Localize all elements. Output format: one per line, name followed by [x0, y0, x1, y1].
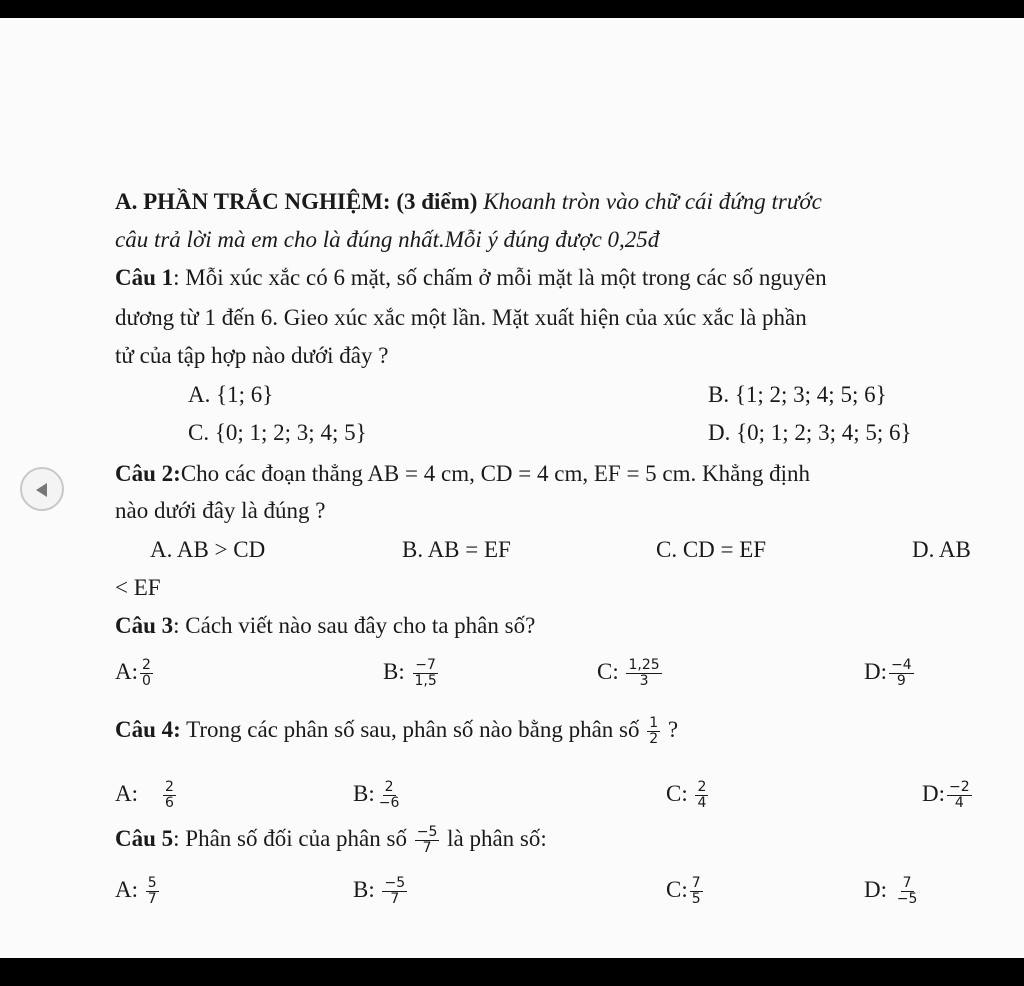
- q4-label: Câu 4:: [115, 717, 181, 742]
- q2-option-d-wrap: < EF: [115, 575, 161, 600]
- q3-option-b[interactable]: [383, 658, 441, 689]
- q5-option-d[interactable]: [864, 876, 921, 907]
- fraction: $\frac{2}{6}$: [165, 779, 174, 812]
- chevron-left-icon: [36, 483, 47, 497]
- q1-option-c[interactable]: C. {0; 1; 2; 3; 4; 5}: [188, 420, 367, 445]
- q4-option-b[interactable]: [353, 780, 403, 811]
- q2-line-2: nào dưới đây là đúng ?: [115, 498, 326, 523]
- q4-text: Trong các phân số sau, phân số nào bằng phân số: [186, 717, 640, 742]
- option-letter: B:: [353, 781, 375, 806]
- q5-tail: là phân số:: [447, 826, 547, 851]
- option-letter: C:: [666, 781, 688, 806]
- q3-label: Câu 3: [115, 613, 174, 638]
- q4-tail: ?: [667, 717, 679, 742]
- q3-option-a[interactable]: [115, 658, 155, 689]
- q3-text: : Cách viết nào sau đây cho ta phân số?: [173, 613, 536, 638]
- q2-option-c[interactable]: C. CD = EF: [656, 537, 767, 562]
- q5-option-c[interactable]: [666, 876, 705, 907]
- option-letter: D:: [864, 877, 887, 902]
- q3-option-d[interactable]: [864, 658, 916, 689]
- q2-text-1: Cho các đoạn thẳng AB = 4 cm, CD = 4 cm, EF = 5 cm. Khẳng định: [180, 461, 810, 486]
- q1-line-2: dương từ 1 đến 6. Gieo xúc xắc một lần. Mặt xuất hiện của xúc xắc là phần: [115, 305, 807, 330]
- q1-label: Câu 1: [115, 265, 174, 290]
- q4-fraction: $\frac{1}{2}$: [649, 715, 659, 748]
- q1-text-1: : Mỗi xúc xắc có 6 mặt, số chấm ở mỗi mặt là một trong các số nguyên: [173, 265, 827, 290]
- fraction: $\frac{-4}{9}$: [891, 657, 912, 690]
- option-letter: C:: [597, 659, 619, 684]
- q5-fraction: $\frac{-5}{7}$: [416, 824, 438, 857]
- previous-page-button[interactable]: [20, 467, 64, 511]
- option-letter: B:: [353, 877, 375, 902]
- fraction: $\frac{7}{5}$: [691, 875, 701, 908]
- fraction: $\frac{7}{-5}$: [896, 875, 918, 908]
- q1-line-3: tử của tập hợp nào dưới đây ?: [115, 343, 389, 368]
- fraction: $\frac{2}{-6}$: [378, 779, 400, 812]
- option-letter: C:: [666, 877, 688, 902]
- q2-option-d[interactable]: D. AB: [912, 537, 971, 562]
- q4-option-d[interactable]: [922, 780, 974, 811]
- fraction: $\frac{2}{4}$: [697, 779, 707, 812]
- section-heading-line: [115, 188, 822, 216]
- section-instruction-2: câu trả lời mà em cho là đúng nhất.Mỗi ý đúng được 0,25đ: [115, 227, 660, 252]
- q5-label: Câu 5: [115, 826, 174, 851]
- section-instruction-1: Khoanh tròn vào chữ cái đứng trước: [483, 189, 822, 214]
- q2-option-a[interactable]: A. AB > CD: [150, 537, 266, 562]
- fraction: $\frac{1,25}{3}$: [628, 657, 660, 690]
- q3-option-c[interactable]: [597, 658, 664, 689]
- q1-line-1: [115, 264, 827, 292]
- q1-option-b[interactable]: B. {1; 2; 3; 4; 5; 6}: [708, 382, 887, 407]
- fraction: $\frac{-7}{1,5}$: [414, 657, 437, 690]
- q2-label: Câu 2:: [115, 461, 181, 486]
- q5-line: [115, 825, 547, 856]
- q3-line: [115, 612, 535, 640]
- q2-line-1: [115, 460, 810, 488]
- q4-option-c[interactable]: [666, 780, 710, 811]
- option-letter: A:: [115, 781, 138, 806]
- q5-text: : Phân số đối của phân số: [173, 826, 407, 851]
- option-letter: A:: [115, 659, 138, 684]
- fraction: $\frac{2}{0}$: [142, 657, 151, 690]
- q1-option-a[interactable]: A. {1; 6}: [188, 382, 274, 407]
- q1-option-d[interactable]: D. {0; 1; 2; 3; 4; 5; 6}: [708, 420, 912, 445]
- fraction: $\frac{5}{7}$: [147, 875, 157, 908]
- option-letter: A:: [115, 877, 138, 902]
- document-page: [0, 18, 1024, 958]
- q2-option-b[interactable]: B. AB = EF: [402, 537, 511, 562]
- q4-line: [115, 716, 678, 747]
- fraction: $\frac{-5}{7}$: [384, 875, 406, 908]
- option-letter: D:: [922, 781, 945, 806]
- option-letter: B:: [383, 659, 405, 684]
- q5-option-b[interactable]: [353, 876, 409, 907]
- option-letter: D:: [864, 659, 887, 684]
- fraction: $\frac{-2}{4}$: [949, 779, 970, 812]
- q4-option-a[interactable]: [115, 780, 178, 811]
- q5-option-a[interactable]: [115, 876, 161, 907]
- section-heading: A. PHẦN TRẮC NGHIỆM: (3 điểm): [115, 189, 478, 214]
